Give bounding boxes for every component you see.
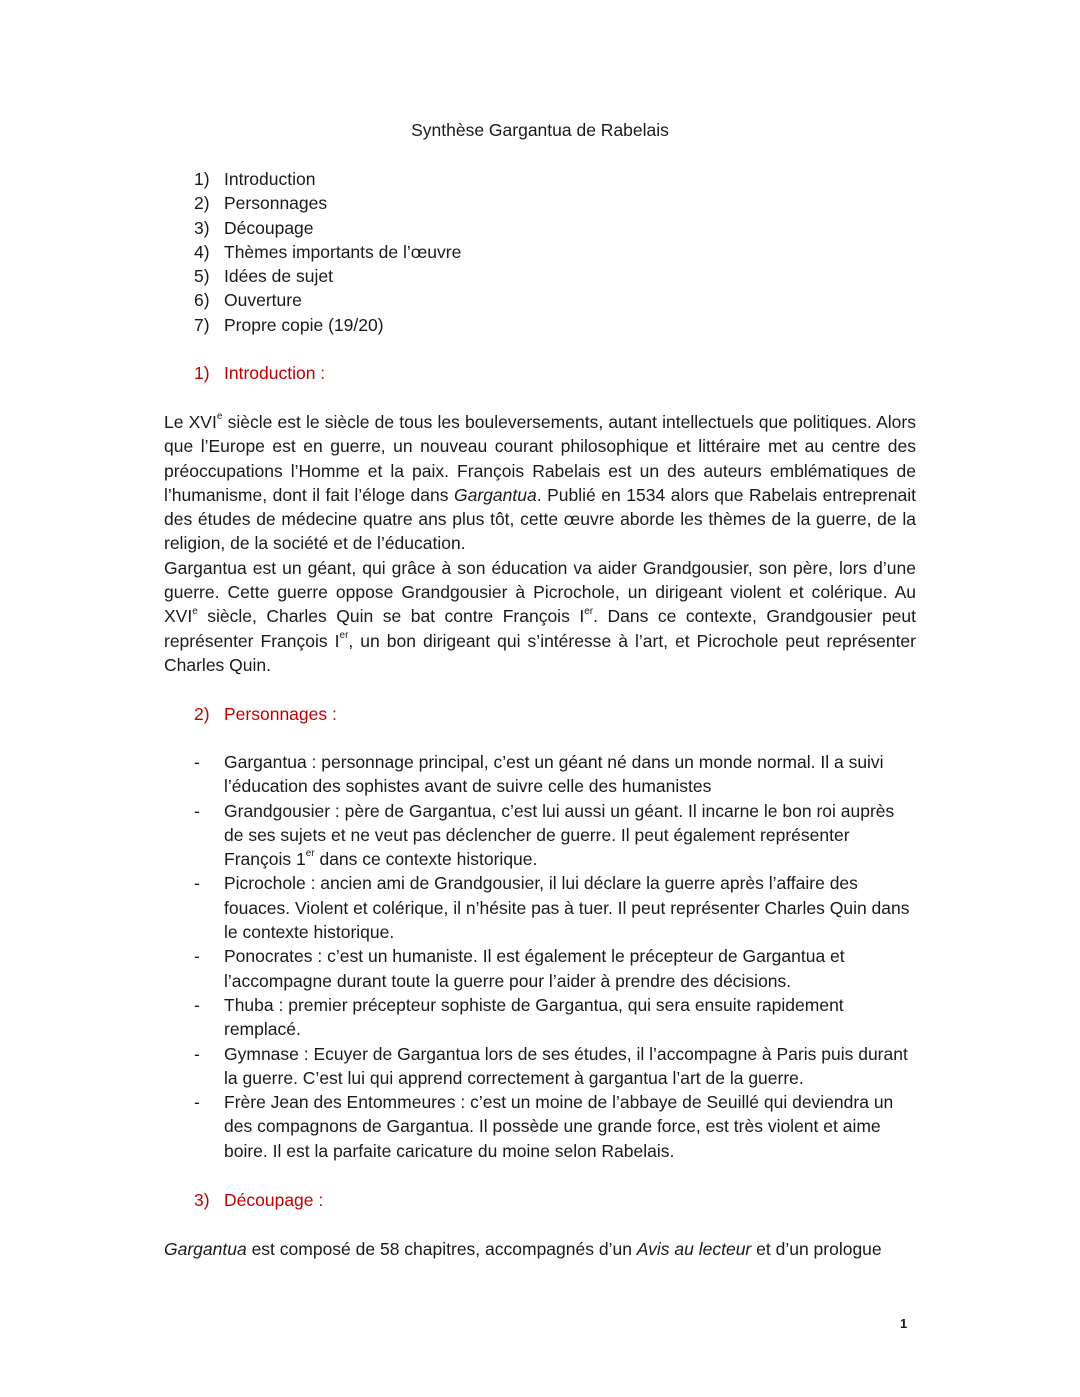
toc-label: Ouverture	[224, 290, 302, 311]
toc-item: 4) Thèmes importants de l’œuvre	[194, 240, 461, 264]
table-of-contents	[194, 167, 461, 337]
section-heading-personnages: 2) Personnages :	[194, 704, 337, 724]
toc-label: Propre copie (19/20)	[224, 314, 384, 335]
toc-label: Personnages	[224, 193, 328, 214]
toc-item: 7) Propre copie (19/20)	[194, 313, 461, 337]
paragraph: Gargantua est composé de 58 chapitres, accompagnés d’un Avis au lecteur et d’un prologue	[164, 1239, 882, 1259]
section-heading-introduction: 1) Introduction :	[194, 363, 326, 383]
list-item: - Gymnase : Ecuyer de Gargantua lors de ses études, il l’accompagne à Paris puis durant la guerre. C’est lui qui apprend correctement à gargantua l’art de la guerre.	[194, 1043, 908, 1088]
toc-label: Découpage	[224, 217, 314, 238]
toc-label: Thèmes importants de l’œuvre	[224, 241, 462, 262]
introduction-text	[164, 410, 916, 677]
list-item: - Ponocrates : c’est un humaniste. Il est également le précepteur de Gargantua et l’accompagne durant toute la guerre pour l’aider à prendre des décisions.	[194, 946, 845, 991]
list-item: - Thuba : premier précepteur sophiste de Gargantua, qui sera ensuite rapidement remplacé.	[194, 994, 844, 1040]
document-title: Synthèse Gargantua de Rabelais	[411, 120, 669, 140]
toc-item: 1) Introduction	[194, 167, 461, 191]
toc-label: Idées de sujet	[224, 266, 333, 287]
section-heading-decoupage: 3) Découpage :	[194, 1190, 324, 1210]
characters-list	[194, 750, 916, 1163]
list-item: - Frère Jean des Entommeures : c’est un moine de l’abbaye de Seuillé qui deviendra un des compagnons de Gargantua. Il possède une grande force, est très violent et aime boire. Il est la parfaite caricature du moine selon Rabelais.	[194, 1092, 894, 1161]
decoupage-text	[164, 1237, 916, 1261]
page-number: 1	[900, 1316, 908, 1331]
paragraph: Le XVIe siècle est le siècle de tous les bouleversements, autant intellectuels que politiques. Alors que l’Europe est en guerre, un nouveau courant philosophique et littéraire met au centre des préoccupations l’Homme et la paix. François Rabelais est un des auteurs emblématiques de l’humanisme, dont il fait l’éloge dans Gargantua. Publié en 1534 alors que Rabelais entreprenait des études de médecine quatre ans plus tôt, cette œuvre aborde les thèmes de la guerre, de la religion, de la société et de l’éducation.	[164, 411, 916, 554]
toc-item: 6) Ouverture	[194, 288, 461, 312]
paragraph: Gargantua est un géant, qui grâce à son éducation va aider Grandgousier, son père, lors d’une guerre. Cette guerre oppose Grandgousier à Picrochole, un dirigeant violent et colérique. Au XVIe siècle, Charles Quin se bat contre François Ier. Dans ce contexte, Grandgousier peut représenter François Ier, un bon dirigeant qui s’intéresse à l’art, et Picrochole peut représenter Charles Quin.	[164, 557, 916, 675]
list-item: - Grandgousier : père de Gargantua, c’est lui aussi un géant. Il incarne le bon roi auprès de ses sujets et ne veut pas déclencher de guerre. Il peut également représenter François 1er dans ce contexte historique.	[194, 800, 895, 870]
list-item: - Picrochole : ancien ami de Grandgousier, il lui déclare la guerre après l’affaire des fouaces. Violent et colérique, il n’hésite pas à tuer. Il peut représenter Charles Quin dans le contexte historique.	[194, 873, 910, 943]
toc-item: 5) Idées de sujet	[194, 264, 461, 288]
toc-item: 2) Personnages	[194, 191, 461, 215]
toc-item: 3) Découpage	[194, 216, 461, 240]
toc-label: Introduction	[224, 169, 316, 189]
list-item: - Gargantua : personnage principal, c’est un géant né dans un monde normal. Il a suivi l’éducation des sophistes avant de suivre celle des humanistes	[194, 752, 884, 797]
